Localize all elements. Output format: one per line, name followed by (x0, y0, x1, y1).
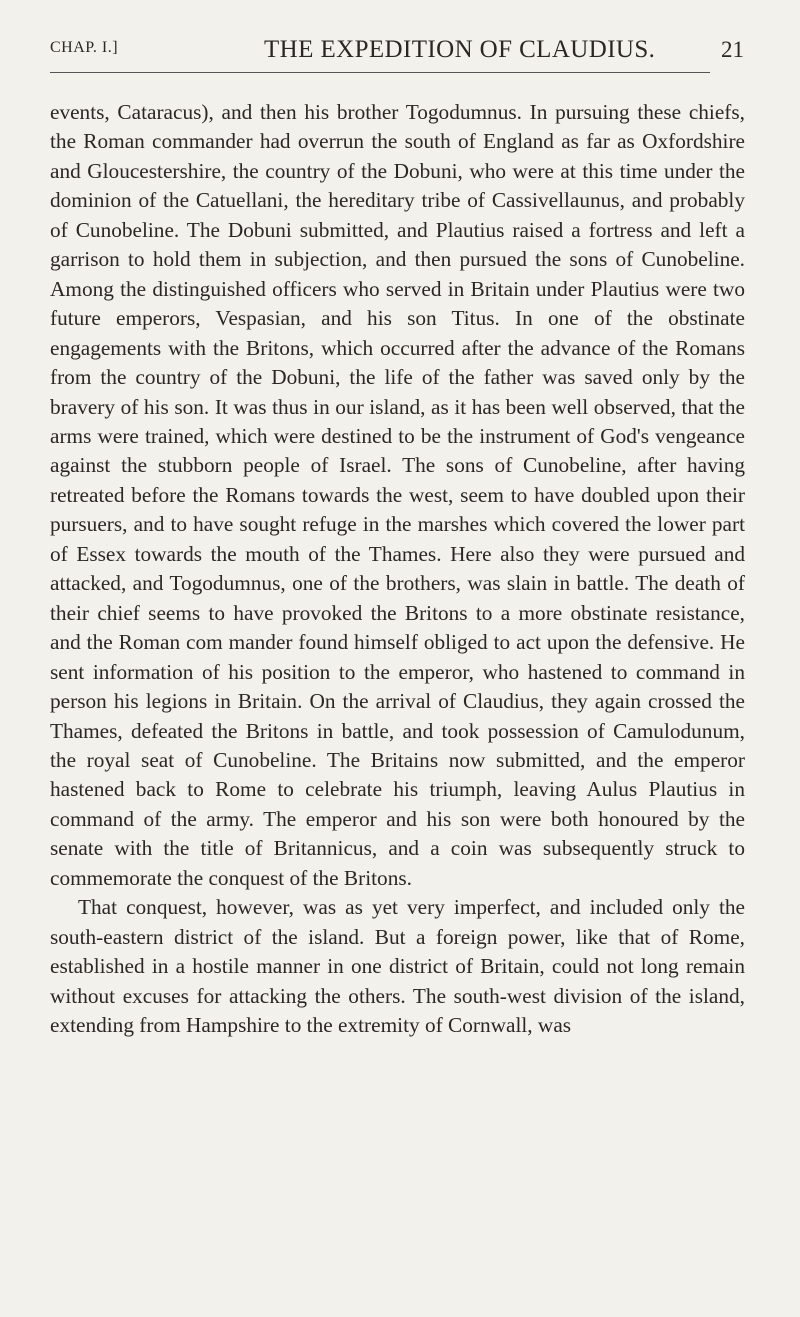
chapter-marker: CHAP. I.] (50, 39, 119, 56)
running-header (50, 0, 744, 64)
body-text (50, 98, 745, 1041)
paragraph: That conquest, however, was as yet very imperfect, and included only the south-eastern district of the island. But a foreign power, like that of Rome, established in a hostile manner in one district of Britain, could not long remain without excuses for attacking the others. The south-west division of the island, extending from Hampshire to the extremity of Cornwall, was (50, 895, 745, 1038)
paragraph: events, Cataracus), and then his brother Togodumnus. In pursuing these chiefs, the Roman commander had overrun the south of England as far as Oxfordshire and Gloucestershire, the country of the Dobuni, who were at this time under the dominion of the Catuellani, the hereditary tribe of Cassivellaunus, and probably of Cunobeline. The Dobuni submitted, and Plautius raised a fortress and left a garrison to hold them in subjection, and then pursued the sons of Cunobeline. Among the distinguished officers who served in Britain under Plautius were two future emperors, Vespasian, and his son Titus. In one of the obstinate engagements with the Britons, which occurred after the advance of the Romans from the country of the Dobuni, the life of the father was saved only by the bravery of his son. It was thus in our island, as it has been well observed, that the arms were trained, which were destined to be the instrument of God's vengeance against the stubborn people of Israel. The sons of Cunobeline, after having retreated before the Romans towards the west, seem to have doubled upon their pursuers, and to have sought refuge in the marshes which covered the lower part of Essex towards the mouth of the Thames. Here also they were pursued and attacked, and Togodumnus, one of the brothers, was slain in battle. The death of their chief seems to have provoked the Britons to a more obstinate resistance, and the Roman com mander found himself obliged to act upon the defensive. He sent information of his position to the emperor, who hastened to command in person his legions in Britain. On the arrival of Claudius, they again crossed the Thames, defeated the Britons in battle, and took possession of Camulodunum, the royal seat of Cunobeline. The Britains now submitted, and the emperor hastened back to Rome to celebrate his triumph, leaving Aulus Plautius in command of the army. The emperor and his son were both honoured by the senate with the title of Britannicus, and a coin was subsequently struck to commemorate the conquest of the Britons. (50, 100, 745, 890)
running-title: THE EXPEDITION OF CLAUDIUS. (264, 36, 656, 63)
header-rule (50, 72, 710, 73)
page-number: 21 (721, 37, 744, 62)
